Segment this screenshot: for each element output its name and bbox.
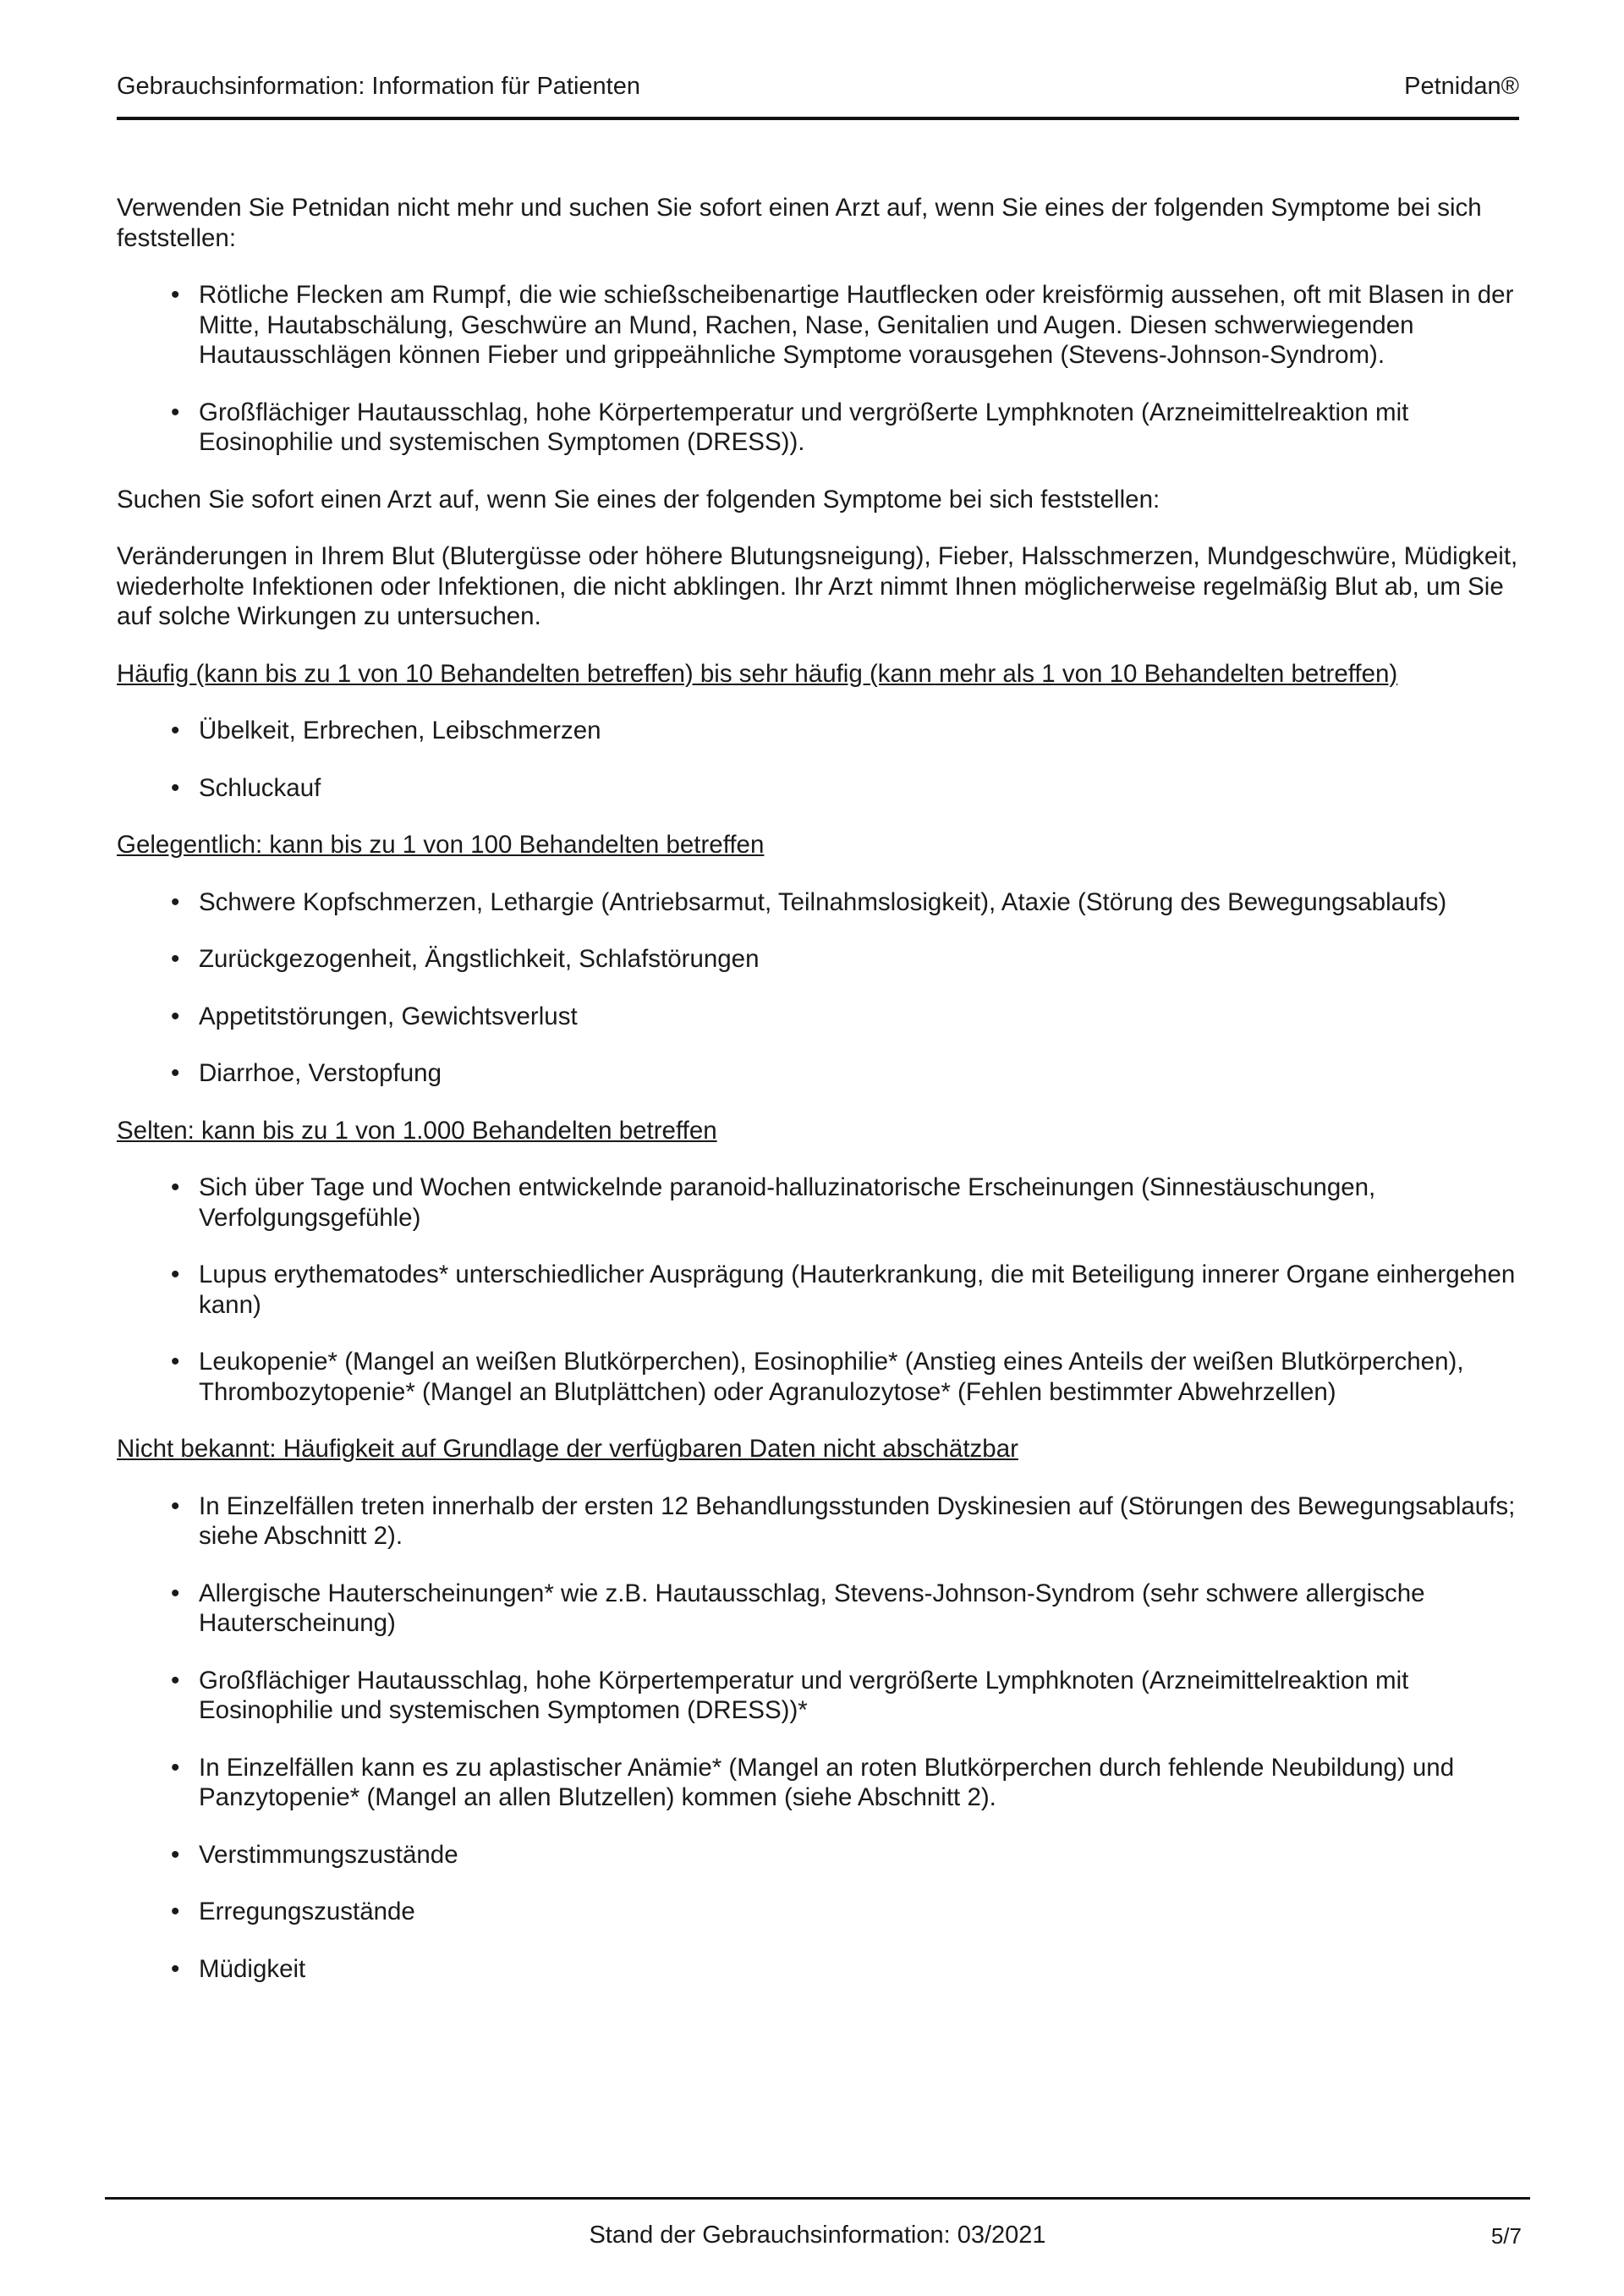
section-title: Häufig (kann bis zu 1 von 10 Behandelten betreffen) bis sehr häufig (kann mehr als 1 von 10 Behandelten betreffen) bbox=[117, 659, 1398, 688]
list-item: • Schluckauf bbox=[171, 773, 321, 802]
bullet-icon: • bbox=[171, 398, 180, 426]
bullet-icon: • bbox=[171, 887, 180, 916]
bullet-icon: • bbox=[171, 1491, 180, 1520]
bullet-icon: • bbox=[171, 773, 180, 802]
page-number: 5/7 bbox=[1490, 2223, 1522, 2249]
document-body bbox=[117, 193, 1521, 2011]
bullet-icon: • bbox=[171, 1579, 180, 1607]
list-item: • Leukopenie* (Mangel an weißen Blutkörperchen), Eosinophilie* (Anstieg eines Anteils der weißen Blutkörperchen), Thrombozytopenie* (Mangel an Blutplättchen) oder Agranulozytose* (Fehlen bestimmter Abwehrzellen) bbox=[171, 1348, 1464, 1406]
list-item: • Lupus erythematodes* unterschiedlicher Ausprägung (Hauterkrankung, die mit Beteiligung innerer Organe einhergehen kann) bbox=[171, 1261, 1516, 1319]
header-product-name: Petnidan® bbox=[1404, 73, 1519, 100]
list-item: • Sich über Tage und Wochen entwickelnde paranoid-halluzinatorische Erscheinungen (Sinnestäuschungen, Verfolgungsgefühle) bbox=[171, 1173, 1376, 1232]
page-header bbox=[117, 71, 1519, 120]
bullet-icon: • bbox=[171, 1666, 180, 1695]
section-title: Gelegentlich: kann bis zu 1 von 100 Behandelten betreffen bbox=[117, 831, 765, 859]
list-item: • In Einzelfällen kann es zu aplastischer Anämie* (Mangel an roten Blutkörperchen durch fehlende Neubildung) und Panzytopenie* (Mangel an allen Blutzellen) kommen (siehe Abschnitt 2). bbox=[171, 1753, 1455, 1811]
section-list bbox=[117, 1491, 1521, 1985]
section-title: Nicht bekannt: Häufigkeit auf Grundlage der verfügbaren Daten nicht abschätzbar bbox=[117, 1435, 1018, 1463]
list-item: • Erregungszustände bbox=[171, 1898, 415, 1925]
section-list bbox=[117, 1173, 1521, 1407]
bullet-icon: • bbox=[171, 1753, 180, 1782]
section-title: Selten: kann bis zu 1 von 1.000 Behandelten betreffen bbox=[117, 1116, 717, 1145]
bullet-icon: • bbox=[171, 281, 180, 309]
list-item: • Verstimmungszustände bbox=[171, 1840, 458, 1869]
list-item: • Allergische Hauterscheinungen* wie z.B. Hautausschlag, Stevens-Johnson-Syndrom (sehr schwere allergische Hauterscheinung) bbox=[171, 1579, 1425, 1637]
list-item: • Großflächiger Hautausschlag, hohe Körpertemperatur und vergrößerte Lymphknoten (Arzneimittelreaktion mit Eosinophilie und systemischen Symptomen (DRESS)). bbox=[171, 398, 1409, 456]
list-item: • Müdigkeit bbox=[171, 1954, 306, 1983]
list-item: • Großflächiger Hautausschlag, hohe Körpertemperatur und vergrößerte Lymphknoten (Arzneimittelreaktion mit Eosinophilie und systemischen Symptomen (DRESS))* bbox=[171, 1666, 1409, 1724]
intro-list bbox=[117, 280, 1521, 458]
bullet-icon: • bbox=[171, 1002, 180, 1030]
list-item: • Appetitstörungen, Gewichtsverlust bbox=[171, 1002, 578, 1030]
intro-paragraph: Verwenden Sie Petnidan nicht mehr und suchen Sie sofort einen Arzt auf, wenn Sie eines der folgenden Symptome bei sich feststellen: bbox=[117, 194, 1482, 252]
section-list bbox=[117, 716, 1521, 803]
page-footer bbox=[105, 2197, 1530, 2259]
bullet-icon: • bbox=[171, 717, 180, 744]
list-item: • Schwere Kopfschmerzen, Lethargie (Antriebsarmut, Teilnahmslosigkeit), Ataxie (Störung des Bewegungsablaufs) bbox=[171, 887, 1447, 916]
bullet-icon: • bbox=[171, 1348, 180, 1376]
bullet-icon: • bbox=[171, 1261, 180, 1288]
bullet-icon: • bbox=[171, 1898, 180, 1925]
list-item: • Diarrhoe, Verstopfung bbox=[171, 1059, 442, 1087]
section-list bbox=[117, 887, 1521, 1089]
list-item: • Übelkeit, Erbrechen, Leibschmerzen bbox=[171, 717, 601, 744]
bullet-icon: • bbox=[171, 945, 180, 973]
list-item: • Rötliche Flecken am Rumpf, die wie schießscheibenartige Hautflecken oder kreisförmig aussehen, oft mit Blasen in der Mitte, Hautabschälung, Geschwüre an Mund, Rachen, Nase, Genitalien und Augen. Diesen schwerwiegenden Hautausschlägen können Fieber und grippeähnliche Symptome vorausgehen (Stevens-Johnson-Syndrom). bbox=[171, 281, 1514, 369]
header-title: Gebrauchsinformation: Information für Patienten bbox=[117, 73, 640, 100]
bullet-icon: • bbox=[171, 1840, 180, 1869]
paragraph: Veränderungen in Ihrem Blut (Blutergüsse oder höhere Blutungsneigung), Fieber, Halsschmerzen, Mundgeschwüre, Müdigkeit, wiederholte Infektionen oder Infektionen, die nicht abklingen. Ihr Arzt nimmt Ihnen möglicherweise regelmäßig Blut ab, um Sie auf solche Wirkungen zu untersuchen. bbox=[117, 542, 1518, 630]
list-item: • In Einzelfällen treten innerhalb der ersten 12 Behandlungsstunden Dyskinesien auf (Störungen des Bewegungsablaufs; siehe Abschnitt 2). bbox=[171, 1491, 1516, 1550]
bullet-icon: • bbox=[171, 1173, 180, 1201]
list-item: • Zurückgezogenheit, Ängstlichkeit, Schlafstörungen bbox=[171, 945, 760, 973]
bullet-icon: • bbox=[171, 1954, 180, 1983]
paragraph: Suchen Sie sofort einen Arzt auf, wenn Sie eines der folgenden Symptome bei sich feststellen: bbox=[117, 485, 1160, 514]
bullet-icon: • bbox=[171, 1059, 180, 1087]
footer-revision-date: Stand der Gebrauchsinformation: 03/2021 bbox=[589, 2222, 1046, 2249]
